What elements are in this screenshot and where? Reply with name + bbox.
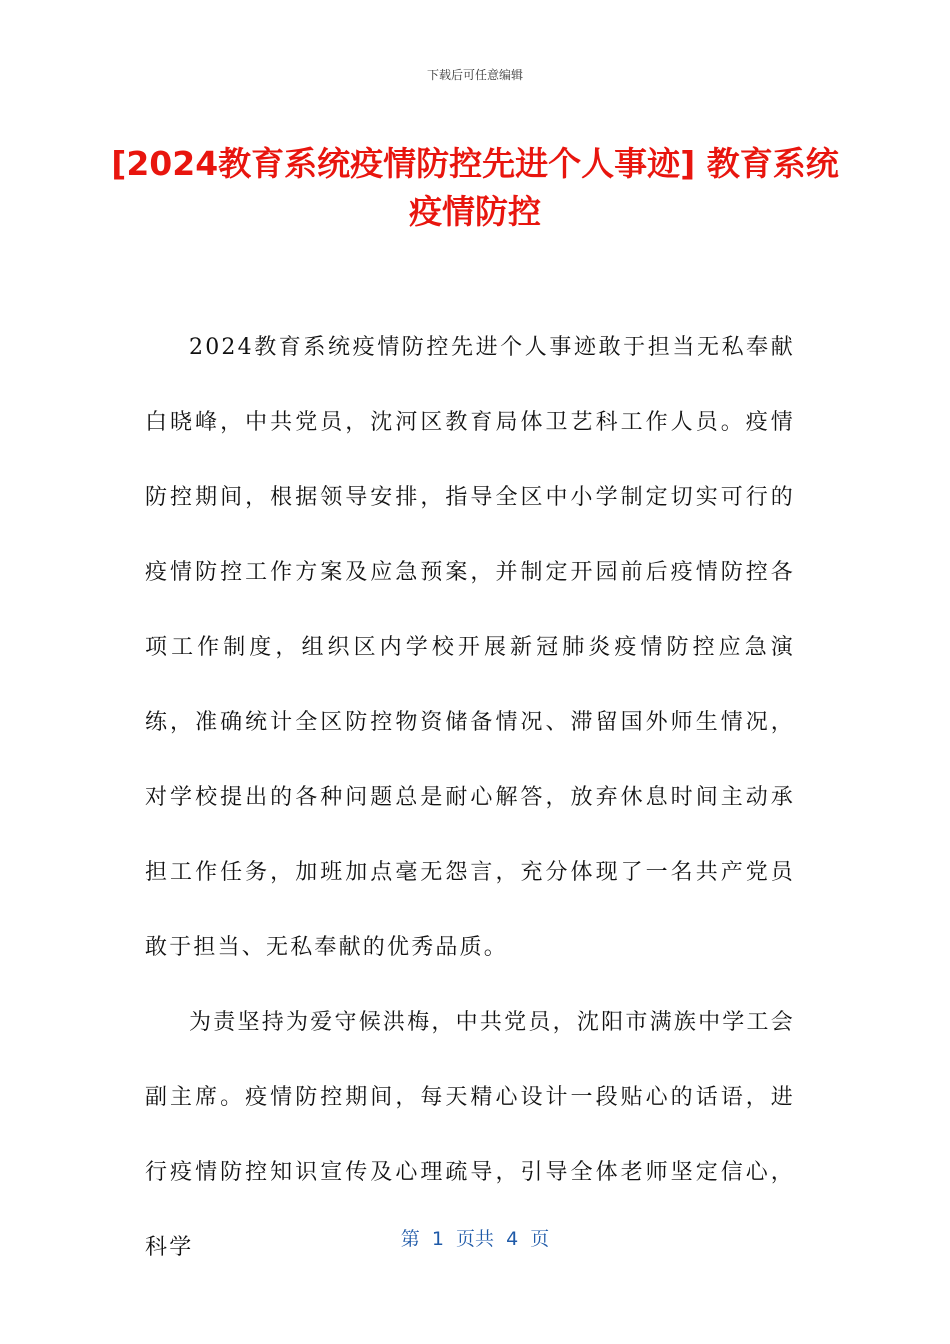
paragraph: 为责坚持为爱守候洪梅，中共党员，沈阳市满族中学工会副主席。疫情防控期间，每天精心设计一段贴心的话语，进行疫情防控知识宣传及心理疏导，引导全体老师坚定信心，科学 [145, 1010, 795, 1260]
document-body [145, 310, 795, 1285]
document-title: [2024教育系统疫情防控先进个人事迹] 教育系统疫情防控 [111, 144, 839, 231]
paragraph: 2024教育系统疫情防控先进个人事迹敢于担当无私奉献白晓峰，中共党员，沈河区教育局体卫艺科工作人员。疫情防控期间，根据领导安排，指导全区中小学制定切实可行的疫情防控工作方案及应急预案，并制定开园前后疫情防控各项工作制度，组织区内学校开展新冠肺炎疫情防控应急演练，准确统计全区防控物资储备情况、滞留国外师生情况，对学校提出的各种问题总是耐心解答，放弃休息时间主动承担工作任务，加班加点毫无怨言，充分体现了一名共产党员敢于担当、无私奉献的优秀品质。 [145, 335, 795, 960]
header-note: 下载后可任意编辑 [426, 68, 523, 82]
page-footer: 第 1 页共 4 页 [400, 1228, 550, 1250]
